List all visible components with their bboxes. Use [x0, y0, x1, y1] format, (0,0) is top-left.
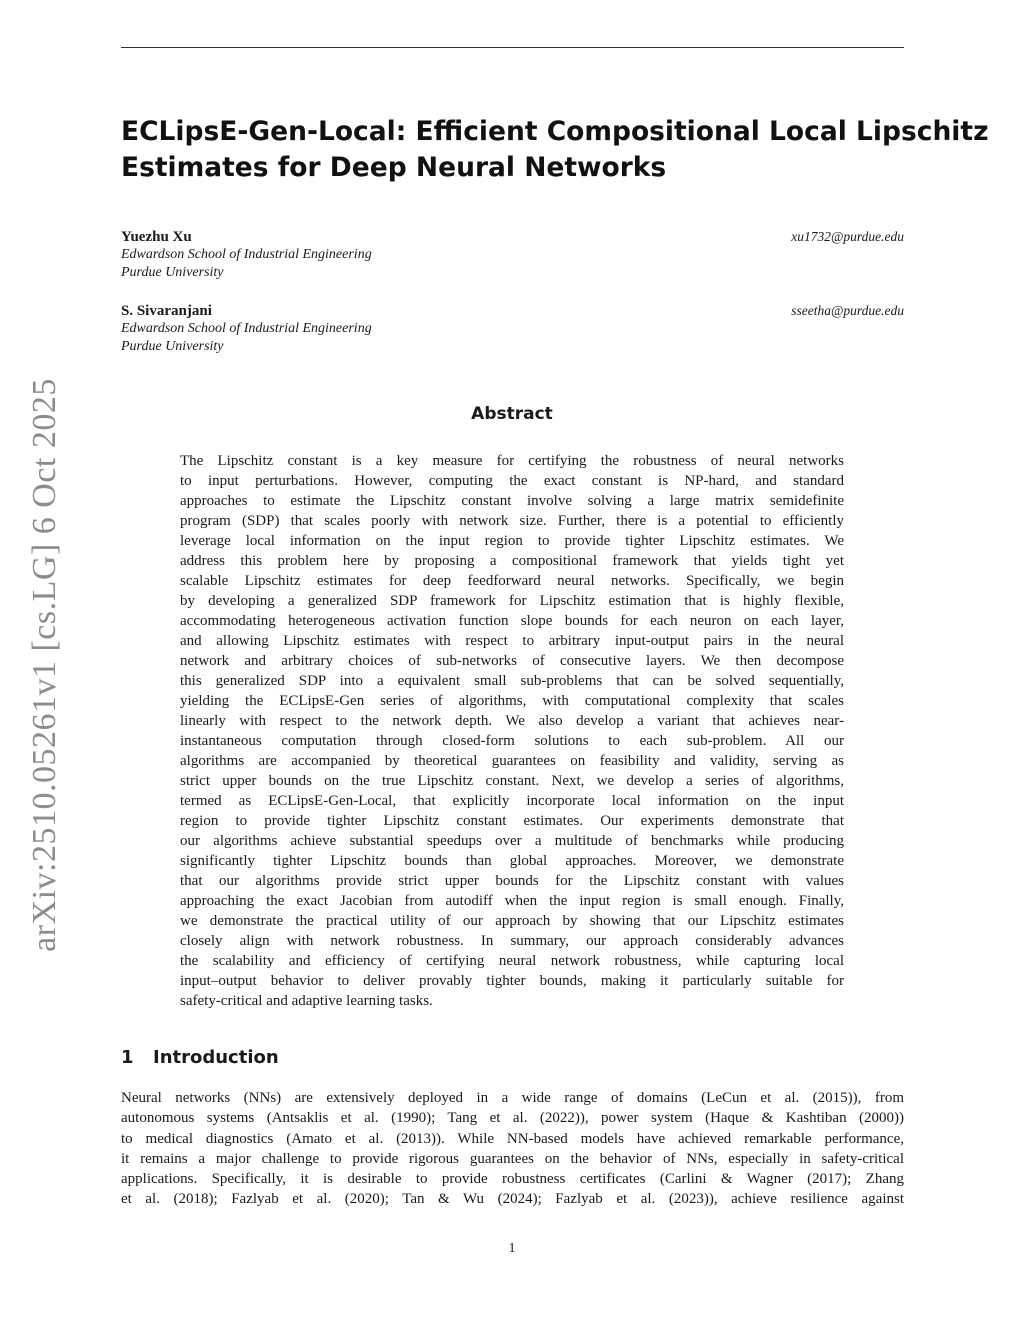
text-line: yielding the ECLipsE-Gen series of algorithms, with computational complexity that scales [180, 693, 844, 709]
text-line: The Lipschitz constant is a key measure for certifying the robustness of neural networks [180, 453, 844, 469]
text-line: our algorithms achieve substantial speedups over a multitude of benchmarks while producing [180, 833, 844, 849]
section-number: 1 [121, 1047, 134, 1068]
text-line: network and arbitrary choices of sub-networks of consecutive layers. We then decompose [180, 653, 844, 669]
text-line: program (SDP) that scales poorly with network size. Further, there is a potential to efficiently [180, 513, 844, 529]
title-line: ECLipsE-Gen-Local: Efficient Compositional Local Lipschitz [121, 116, 989, 147]
author-affiliation-line: Purdue University [121, 339, 224, 354]
text-line: to medical diagnostics (Amato et al. (2013)). While NN-based models have achieved remarkable performance, [121, 1130, 904, 1147]
arxiv-identifier: arXiv:2510.05261v1 [cs.LG] 6 Oct 2025 [26, 378, 63, 952]
text-line: leverage local information on the input region to provide tighter Lipschitz estimates. We [180, 533, 844, 549]
author-email: xu1732@purdue.edu [791, 229, 904, 244]
text-line: that our algorithms provide strict upper bounds for the Lipschitz constant with values [180, 873, 844, 889]
section-title: Introduction [153, 1047, 279, 1068]
text-line: to input perturbations. However, computing the exact constant is NP-hard, and standard [180, 473, 844, 489]
text-line: the scalability and efficiency of certifying neural network robustness, while capturing local [180, 953, 844, 969]
text-line: approaching the exact Jacobian from autodiff when the input region is small enough. Finally, [180, 893, 844, 909]
text-line: scalable Lipschitz estimates for deep feedforward neural networks. Specifically, we begin [180, 573, 844, 589]
text-line: significantly tighter Lipschitz bounds than global approaches. Moreover, we demonstrate [180, 853, 844, 869]
text-line: closely align with network robustness. In summary, our approach considerably advances [180, 933, 844, 949]
text-line: termed as ECLipsE-Gen-Local, that explicitly incorporate local information on the input [180, 793, 844, 809]
author-name: S. Sivaranjani [121, 303, 212, 319]
author-block [121, 302, 904, 356]
text-line: and allowing Lipschitz estimates with respect to arbitrary input-output pairs in the neural [180, 633, 844, 649]
text-line: by developing a generalized SDP framework for Lipschitz estimation that is highly flexible, [180, 593, 844, 609]
author-name: Yuezhu Xu [121, 229, 192, 245]
text-line: safety-critical and adaptive learning tasks. [180, 993, 433, 1009]
author-affiliation-line: Edwardson School of Industrial Engineering [121, 321, 372, 336]
header-rule [121, 47, 904, 48]
text-line: region to provide tighter Lipschitz constant estimates. Our experiments demonstrate that [180, 813, 844, 829]
text-line: input–output behavior to deliver provably tighter bounds, making it particularly suitable for [180, 973, 844, 989]
text-line: strict upper bounds on the true Lipschitz constant. Next, we develop a series of algorithms, [180, 773, 844, 789]
author-email: sseetha@purdue.edu [791, 303, 904, 318]
author-affiliation-line: Edwardson School of Industrial Engineering [121, 247, 372, 262]
text-line: et al. (2018); Fazlyab et al. (2020); Tan & Wu (2024); Fazlyab et al. (2023)), achieve resilience against [121, 1191, 904, 1208]
title-line: Estimates for Deep Neural Networks [121, 152, 667, 183]
author-affiliation-line: Purdue University [121, 265, 224, 280]
author-block [121, 228, 904, 282]
section-heading [121, 1046, 279, 1070]
page-number: 1 [508, 1241, 516, 1256]
text-line: Neural networks (NNs) are extensively deployed in a wide range of domains (LeCun et al. (2015)), from [121, 1090, 904, 1106]
abstract-heading: Abstract [471, 404, 553, 424]
text-line: applications. Specifically, it is desirable to provide robustness certificates (Carlini & Wagner (2017); Zhang [121, 1171, 904, 1188]
text-line: we demonstrate the practical utility of our approach by showing that our Lipschitz estimates [180, 913, 844, 929]
text-line: this generalized SDP into a equivalent small sub-problems that can be solved sequentially, [180, 673, 844, 689]
text-line: linearly with respect to the network depth. We also develop a variant that achieves near- [180, 713, 844, 729]
text-line: it remains a major challenge to provide rigorous guarantees on the behavior of NNs, especially in safety-critical [121, 1150, 904, 1167]
paper-title [121, 114, 989, 186]
abstract-text [180, 451, 844, 1011]
text-line: accommodating heterogeneous activation function slope bounds for each neuron on each layer, [180, 613, 844, 629]
text-line: autonomous systems (Antsaklis et al. (1990); Tang et al. (2022)), power system (Haque & Kashtiban (2000)) [121, 1110, 904, 1127]
text-line: address this problem here by proposing a compositional framework that yields tight yet [180, 553, 844, 569]
text-line: instantaneous computation through closed-form solutions to each sub-problem. All our [180, 733, 844, 749]
text-line: algorithms are accompanied by theoretical guarantees on feasibility and validity, serving as [180, 753, 844, 769]
text-line: approaches to estimate the Lipschitz constant involve solving a large matrix semidefinite [180, 493, 844, 509]
introduction-text [121, 1088, 904, 1210]
